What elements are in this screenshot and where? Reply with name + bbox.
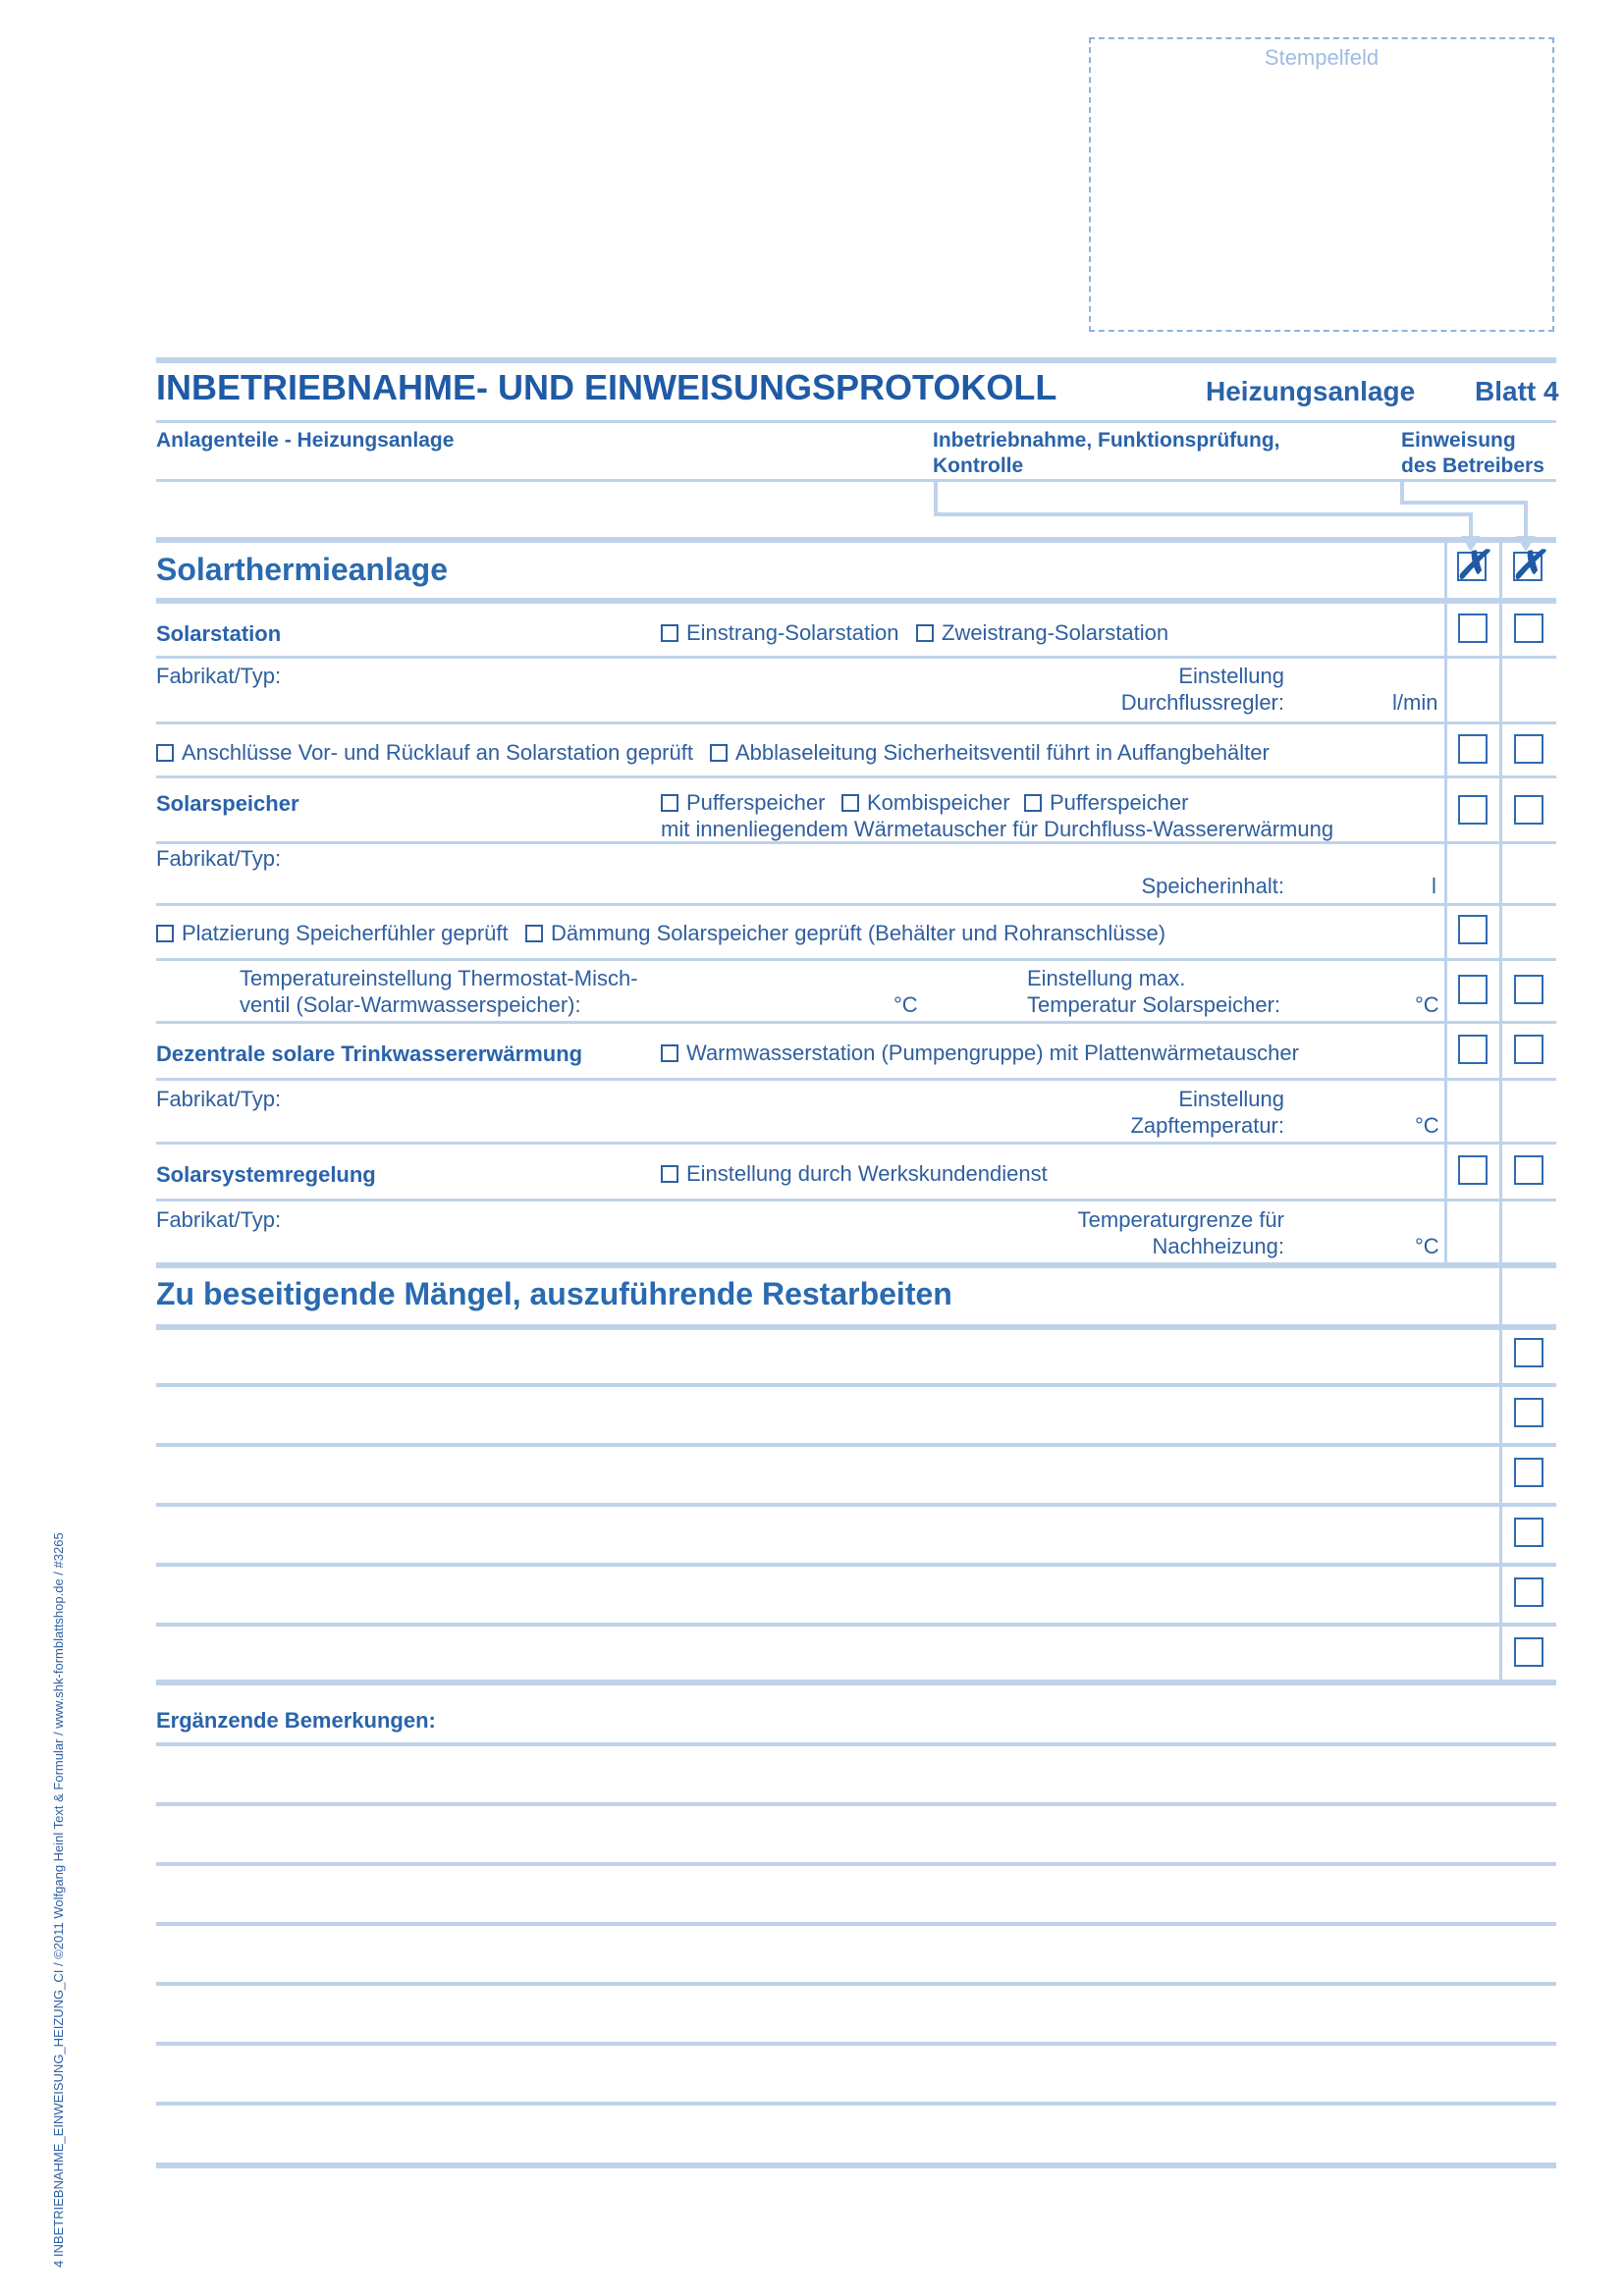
instruction-box-connections[interactable] — [1514, 734, 1543, 764]
checkbox[interactable] — [661, 794, 678, 812]
max-temp-label — [1027, 965, 1280, 1018]
defect-line — [156, 1623, 1556, 1627]
section-heading-defects: Zu beseitigende Mängel, auszuführende Restarbeiten — [156, 1276, 952, 1311]
make-type-label: Fabrikat/Typ: — [156, 846, 282, 871]
option-pufferspeicher[interactable] — [661, 789, 825, 816]
option-label: Zweistrang-Solarstation — [942, 620, 1169, 645]
defect-line — [156, 1503, 1556, 1507]
defect-box-2[interactable] — [1514, 1398, 1543, 1427]
check-box-solarspeicher[interactable] — [1458, 795, 1488, 825]
check-box-solarstation[interactable] — [1458, 614, 1488, 643]
row-rule — [156, 903, 1556, 906]
section-top-rule — [156, 537, 1556, 543]
row-rule — [156, 1199, 1556, 1201]
defect-box-6[interactable] — [1514, 1637, 1543, 1667]
page-title: INBETRIEBNAHME- UND EINWEISUNGSPROTOKOLL — [156, 367, 1057, 407]
defect-box-5[interactable] — [1514, 1577, 1543, 1607]
stamp-field — [1089, 37, 1554, 332]
option-continuation: mit innenliegendem Wärmetauscher für Durchfluss-Wassererwärmung — [661, 817, 1334, 841]
check-sensor-placement[interactable] — [156, 920, 509, 946]
defect-line — [156, 1383, 1556, 1387]
checkbox[interactable] — [916, 624, 934, 642]
sheet-number: Blatt 4 — [1475, 376, 1559, 406]
checkbox[interactable] — [1024, 794, 1042, 812]
row-rule — [156, 958, 1556, 961]
header-top-rule — [156, 357, 1556, 363]
mixing-valve-label — [240, 965, 638, 1018]
max-temp-line-1: Einstellung max. — [1027, 966, 1186, 990]
checkbox[interactable] — [156, 744, 174, 762]
max-temp-line-2: Temperatur Solarspeicher: — [1027, 992, 1281, 1017]
check-box-dhw[interactable] — [1458, 1035, 1488, 1064]
storage-content-label: Speicherinhalt: — [1141, 874, 1284, 898]
reheat-limit-unit: °C — [1415, 1234, 1439, 1258]
row-rule — [156, 1021, 1556, 1024]
control-label: Solarsystemregelung — [156, 1162, 376, 1187]
option-label: Platzierung Speicherfühler geprüft — [182, 921, 509, 945]
remark-line — [156, 1982, 1556, 1986]
row-rule — [156, 841, 1556, 844]
option-label: Einstellung durch Werkskundendienst — [686, 1161, 1048, 1186]
col-check-line-1: Inbetriebnahme, Funktionsprüfung, — [933, 429, 1280, 452]
reheat-limit-line-2: Nachheizung: — [1152, 1234, 1284, 1258]
checkbox[interactable] — [525, 925, 543, 942]
section-heading-solar: Solarthermieanlage — [156, 552, 448, 587]
reheat-limit-line-1: Temperaturgrenze für — [1077, 1207, 1284, 1232]
check-relief-line[interactable] — [710, 739, 1270, 766]
make-type-label: Fabrikat/Typ: — [156, 1207, 282, 1232]
checkbox[interactable] — [661, 1044, 678, 1062]
col-instruction-heading — [1401, 428, 1544, 479]
instruction-box-solarstation[interactable] — [1514, 614, 1543, 643]
make-type-label: Fabrikat/Typ: — [156, 1087, 282, 1111]
check-box-connections[interactable] — [1458, 734, 1488, 764]
defect-box-1[interactable] — [1514, 1338, 1543, 1367]
remarks-label: Ergänzende Bemerkungen: — [156, 1708, 436, 1733]
option-label: Einstrang-Solarstation — [686, 620, 899, 645]
col-parts-heading: Anlagenteile - Heizungsanlage — [156, 429, 455, 452]
flow-setting-line-1: Einstellung — [1178, 664, 1284, 688]
solarspeicher-label: Solarspeicher — [156, 791, 299, 816]
x-mark-icon: ✗ — [1455, 544, 1489, 587]
remark-line — [156, 1862, 1556, 1866]
defects-heading-rule — [156, 1324, 1556, 1330]
option-label: Kombispeicher — [867, 790, 1010, 815]
defect-line — [156, 1563, 1556, 1567]
flow-setting-line-2: Durchflussregler: — [1120, 690, 1284, 715]
checkbox[interactable] — [710, 744, 728, 762]
col-instr-line-2: des Betreibers — [1401, 454, 1544, 477]
instruction-box-solarspeicher[interactable] — [1514, 795, 1543, 825]
checkbox[interactable] — [841, 794, 859, 812]
stamp-label: Stempelfeld — [1264, 45, 1380, 70]
tap-temp-line-1: Einstellung — [1178, 1087, 1284, 1111]
flow-setting-label — [982, 663, 1284, 716]
checkbox[interactable] — [661, 624, 678, 642]
max-temp-unit: °C — [1415, 992, 1439, 1017]
row-rule — [156, 1142, 1556, 1145]
section-heading-rule — [156, 598, 1556, 604]
remark-line — [156, 2042, 1556, 2046]
option-pufferspeicher-waermetauscher[interactable] — [1024, 789, 1188, 816]
mixing-valve-unit: °C — [893, 992, 918, 1017]
instruction-box-temperature[interactable] — [1514, 975, 1543, 1004]
tap-temp-unit: °C — [1415, 1113, 1439, 1138]
check-insulation[interactable] — [525, 920, 1165, 946]
form-category: Heizungsanlage — [1206, 376, 1416, 406]
reheat-limit-label — [982, 1206, 1284, 1259]
storage-content-unit: l — [1432, 874, 1436, 898]
defect-box-4[interactable] — [1514, 1518, 1543, 1547]
remark-line — [156, 1922, 1556, 1926]
dhw-label: Dezentrale solare Trinkwassererwärmung — [156, 1041, 583, 1066]
mixing-valve-line-2: ventil (Solar-Warmwasserspeicher): — [240, 992, 581, 1017]
remark-line — [156, 1802, 1556, 1806]
checkbox[interactable] — [661, 1165, 678, 1183]
tap-temp-label — [982, 1086, 1284, 1139]
check-box-temperature[interactable] — [1458, 975, 1488, 1004]
flow-unit: l/min — [1392, 690, 1438, 715]
defect-box-3[interactable] — [1514, 1458, 1543, 1487]
header-rule — [156, 420, 1556, 423]
col-check-heading — [933, 428, 1280, 479]
row-rule — [156, 656, 1556, 659]
solarstation-label: Solarstation — [156, 621, 282, 646]
checkbox[interactable] — [156, 925, 174, 942]
check-box-sensor[interactable] — [1458, 915, 1488, 944]
option-label: Dämmung Solarspeicher geprüft (Behälter und Rohranschlüsse) — [551, 921, 1166, 945]
option-kombispeicher[interactable] — [841, 789, 1010, 816]
option-label: Pufferspeicher — [1050, 790, 1189, 815]
option-zweistrang[interactable] — [916, 619, 1168, 646]
remarks-end-rule — [156, 2163, 1556, 2168]
side-footer-text: 4 INBETRIEBNAHME_EINWEISUNG_HEIZUNG_CI / ©2011 Wolfgang Heinl Text & Formular / www.shk-formblattshop.de / #3265 — [51, 1532, 66, 2268]
make-type-label: Fabrikat/Typ: — [156, 664, 282, 688]
defects-end-rule — [156, 1680, 1556, 1685]
remark-line — [156, 1742, 1556, 1746]
check-box-control[interactable] — [1458, 1155, 1488, 1185]
instruction-box-control[interactable] — [1514, 1155, 1543, 1185]
option-label: Abblaseleitung Sicherheitsventil führt in Auffangbehälter — [735, 740, 1270, 765]
row-rule — [156, 1078, 1556, 1081]
option-label: Pufferspeicher — [686, 790, 826, 815]
tap-temp-line-2: Zapftemperatur: — [1130, 1113, 1284, 1138]
instruction-box-dhw[interactable] — [1514, 1035, 1543, 1064]
check-connections[interactable] — [156, 739, 693, 766]
option-einstrang[interactable] — [661, 619, 898, 646]
defect-line — [156, 1443, 1556, 1447]
option-warmwasserstation[interactable] — [661, 1040, 1299, 1066]
column-line-instruction — [1499, 537, 1502, 1683]
col-check-line-2: Kontrolle — [933, 454, 1024, 477]
column-line-check — [1444, 537, 1447, 1263]
option-label: Warmwasserstation (Pumpengruppe) mit Plattenwärmetauscher — [686, 1041, 1299, 1065]
section-end-rule — [156, 1262, 1556, 1268]
mixing-valve-line-1: Temperatureinstellung Thermostat-Misch- — [240, 966, 638, 990]
option-factory-service[interactable] — [661, 1160, 1048, 1187]
x-mark-icon: ✗ — [1511, 544, 1544, 587]
col-instr-line-1: Einweisung — [1401, 429, 1516, 452]
row-rule — [156, 721, 1556, 724]
remark-line — [156, 2102, 1556, 2106]
option-label: Anschlüsse Vor- und Rücklauf an Solarstation geprüft — [182, 740, 693, 765]
row-rule — [156, 775, 1556, 778]
